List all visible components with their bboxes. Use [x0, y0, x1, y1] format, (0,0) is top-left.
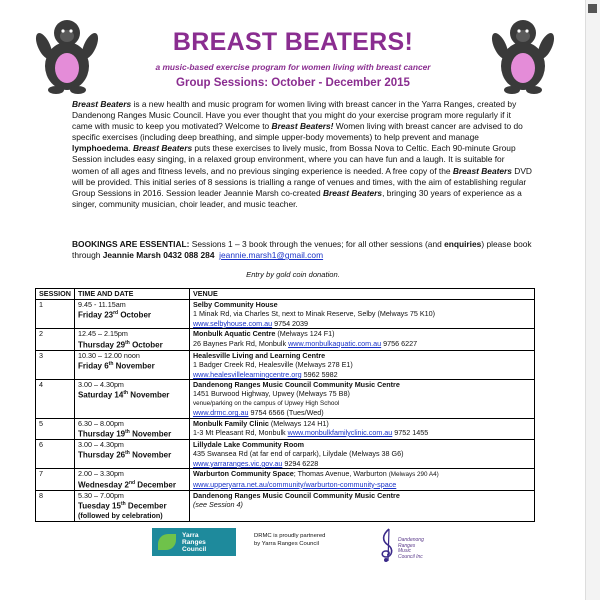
intro-text-run: is a new health and music program for women living with breast cancer in the Yarra Ranges, created by Dandenong Ranges Music Council. Have you ever thought that you might do your exercise program more regularly if it came with music to keep you motivated? Welcome to	[72, 99, 517, 132]
session-number: 3	[36, 350, 75, 379]
session-month: December	[135, 480, 176, 490]
session-day: Thursday 29	[77, 340, 126, 350]
session-number: 1	[36, 300, 75, 329]
date-suffix: th	[125, 428, 130, 435]
table-row	[36, 418, 535, 439]
session-venue	[189, 379, 534, 418]
session-day: Thursday 19	[77, 429, 126, 439]
date-suffix: nd	[128, 479, 136, 486]
session-month: November	[113, 361, 155, 371]
venue-extra-note: (see Session 4)	[192, 500, 243, 510]
session-venue	[189, 418, 534, 439]
bookings-label: BOOKINGS ARE ESSENTIAL:	[72, 239, 190, 249]
session-venue	[189, 490, 534, 521]
venue-name: Healesville Living and Learning Centre	[192, 350, 326, 360]
session-time-date	[74, 418, 189, 439]
session-date	[78, 389, 186, 400]
intro-text-run: Breast Beaters	[452, 165, 512, 176]
yrc-logo-text: Council	[182, 546, 207, 553]
intro-text-run: Women living with breast cancer are advised to do specific exercises (including deep breathing, and simple upper-body movements) to help prevent and manage	[72, 121, 523, 143]
session-month: October	[118, 311, 152, 321]
venue-address: 26 Baynes Park Rd, Monbulk	[192, 338, 289, 348]
table-row	[36, 379, 535, 418]
yrc-logo-text: Yarra	[182, 532, 199, 539]
date-suffix: th	[120, 501, 126, 508]
venue-name: Lillydale Lake Community Room	[192, 440, 304, 449]
session-number: 7	[36, 469, 75, 490]
yarra-ranges-leaf-icon	[158, 534, 176, 550]
intro-text-run: .	[128, 143, 133, 154]
session-venue	[189, 469, 534, 490]
session-date	[78, 479, 186, 490]
venue-note: (Melways 124 F1)	[275, 329, 335, 339]
page-title: BREAST BEATERS!	[172, 28, 414, 56]
session-time: 2.00 – 3.30pm	[77, 469, 124, 479]
treble-clef-icon	[378, 527, 398, 563]
venue-address: 435 Swansea Rd (at far end of carpark), Lilydale (Melways 38 G6)	[192, 449, 404, 459]
session-time: 6.30 – 8.00pm	[77, 418, 124, 428]
session-date	[78, 339, 186, 350]
venue-phone: 9754 2039	[272, 318, 309, 328]
bookings-text-2: ) please book through	[72, 239, 532, 261]
session-time: 12.45 – 2.15pm	[77, 329, 128, 339]
venue-phone: 5962 5982	[301, 369, 338, 379]
table-row	[36, 469, 535, 490]
intro-text-run: Breast Beaters!	[271, 121, 334, 132]
side-toolbar-strip	[585, 0, 600, 600]
sessions-heading: Group Sessions: October - December 2015	[176, 77, 410, 89]
session-time: 9.45 - 11.15am	[77, 300, 126, 309]
venue-address: 1451 Burwood Highway, Upwey (Melways 75 B8)	[192, 389, 350, 399]
drmc-logo-text: Council Inc	[398, 553, 423, 560]
intro-text-run: , bringing 30 years of experience as a singer, community musician, choir leader, and music teacher.	[72, 187, 522, 209]
bookings-text: Sessions 1 – 3 book through the venues; for all other sessions (and	[189, 239, 445, 249]
page-subtitle: a music-based exercise program for women living with breast cancer	[155, 62, 431, 72]
session-month: October	[129, 340, 163, 350]
drmc-logo	[378, 526, 448, 564]
partner-line: DRMC is proudly partnered	[254, 533, 326, 539]
session-time: 5.30 – 7.00pm	[77, 490, 124, 500]
intro-text-run: lymphoedema	[72, 143, 129, 154]
side-strip-text	[588, 22, 598, 162]
session-time-date	[74, 300, 189, 329]
venue-note: ; Thomas Avenue, Warburton	[293, 469, 389, 479]
intro-text-run: puts these exercises to lively music, from Bossa Nova to Celtic. Each 90-minute Group Session includes easy singing, in a relaxed group environment, where you can have fun and a laugh. It is suitable for women of all ages and fitness levels, and no previous singing experience is needed. A free copy of the	[72, 143, 516, 176]
session-number: 6	[36, 440, 75, 469]
date-suffix: rd	[113, 310, 119, 317]
session-time: 10.30 – 12.00 noon	[77, 350, 140, 360]
session-time-date	[74, 379, 189, 418]
booking-email-link[interactable]: jeannie.marsh1@gmail.com	[219, 250, 324, 261]
session-time: 3.00 – 4.30pm	[77, 379, 124, 389]
venue-website-link[interactable]: www.drmc.org.au	[192, 408, 249, 418]
venue-website-link[interactable]: www.monbulkaquatic.com.au	[288, 338, 382, 348]
session-venue	[189, 329, 534, 350]
session-day: Saturday 14	[77, 390, 124, 400]
session-time-date	[74, 469, 189, 490]
venue-note-small: (Melways 290 A4)	[388, 471, 439, 479]
header-session: SESSION	[36, 289, 75, 300]
toolbar-square-icon	[588, 4, 597, 13]
drmc-logo-text: Ranges	[398, 542, 416, 549]
session-venue	[189, 350, 534, 379]
partner-note	[254, 532, 350, 548]
footer-logos	[0, 524, 586, 564]
session-date	[78, 500, 186, 511]
session-day: Tuesday 15	[77, 501, 121, 511]
table-header-row	[36, 289, 535, 300]
session-month: November	[129, 451, 172, 461]
entry-note: Entry by gold coin donation.	[246, 270, 340, 279]
yrc-logo-text: Ranges	[182, 539, 206, 546]
drmc-logo-text: Music	[398, 548, 412, 555]
venue-phone: 9756 6227	[381, 338, 418, 348]
date-suffix: th	[125, 339, 130, 346]
venue-extra-note: venue/parking on the campus of Upwey High School	[192, 399, 340, 407]
session-number: 2	[36, 329, 75, 350]
date-suffix: th	[108, 361, 114, 368]
header-time-date: TIME AND DATE	[74, 289, 189, 300]
venue-website-link[interactable]: www.healesvillelearningcentre.org	[192, 369, 302, 379]
table-row	[36, 350, 535, 379]
intro-text-run: DVD will be provided. This initial series of 8 sessions is trialling a range of venues and times, with the aim of establishing regular Group Sessions in 2016. Session leader Jeannie Marsh co-created	[72, 165, 532, 198]
venue-website-link[interactable]: www.selbyhouse.com.au	[192, 318, 273, 328]
table-row	[36, 440, 535, 469]
date-suffix: th	[123, 390, 129, 397]
venue-name: Monbulk Aquatic Centre	[192, 329, 276, 339]
session-time-date	[74, 440, 189, 469]
venue-name: Warburton Community Space	[192, 469, 294, 479]
yarra-ranges-logo	[152, 528, 236, 556]
partner-line: by Yarra Ranges Council	[254, 541, 319, 547]
session-venue	[189, 440, 534, 469]
venue-name: Selby Community House	[192, 300, 278, 309]
session-month: December	[125, 501, 167, 511]
venue-note: (Melways 124 H1)	[268, 418, 329, 428]
table-row	[36, 490, 535, 521]
session-number: 8	[36, 490, 75, 521]
booking-contact: Jeannie Marsh 0432 088 284	[102, 250, 215, 261]
intro-text-run: Breast Beaters	[132, 143, 193, 154]
enquiries-label: enquiries	[444, 239, 482, 249]
date-suffix: th	[125, 450, 130, 457]
venue-name: Monbulk Family Clinic	[192, 418, 269, 428]
table-row	[36, 300, 535, 329]
intro-text-run: Breast Beaters	[72, 99, 132, 109]
session-date	[78, 449, 186, 460]
header-venue: VENUE	[189, 289, 534, 300]
table-row	[36, 329, 535, 350]
session-number: 4	[36, 379, 75, 418]
venue-website-link[interactable]: www.monbulkfamilyclinic.com.au	[287, 427, 393, 437]
venue-phone: 9752 1455	[392, 427, 429, 437]
session-time-date	[74, 350, 189, 379]
session-date	[78, 309, 186, 320]
session-day: Friday 23	[77, 311, 114, 321]
intro-text-run: Breast Beaters	[322, 187, 383, 198]
session-date	[78, 360, 186, 371]
session-day: Thursday 26	[77, 451, 126, 461]
session-day: Friday 6	[77, 361, 109, 371]
venue-address: 1-3 Mt Pleasant Rd, Monbulk	[192, 427, 288, 437]
venue-phone: 9294 6228	[282, 458, 319, 468]
session-month: November	[129, 429, 172, 439]
session-venue	[189, 300, 534, 329]
session-time-date	[74, 490, 189, 521]
bookings-paragraph	[72, 239, 532, 261]
session-time: 3.00 – 4.30pm	[77, 440, 124, 449]
schedule-table	[35, 288, 535, 522]
session-day: Wednesday 2	[77, 480, 129, 490]
venue-website-link[interactable]: www.upperyarra.net.au/community/warburton-community-space	[192, 479, 397, 489]
venue-address: 1 Minak Rd, via Charles St, next to Minak Reserve, Selby (Melways 75 K10)	[192, 309, 436, 319]
venue-name: Dandenong Ranges Music Council Community Music Centre	[192, 490, 400, 500]
session-time-note: (followed by celebration)	[77, 511, 163, 521]
venue-website-link[interactable]: www.yarraranges.vic.gov.au	[192, 458, 283, 468]
session-date	[78, 428, 186, 439]
venue-phone: 9754 6566 (Tues/Wed)	[248, 408, 324, 418]
intro-paragraph	[72, 99, 532, 210]
venue-name: Dandenong Ranges Music Council Community Music Centre	[192, 379, 400, 389]
venue-address: 1 Badger Creek Rd, Healesville (Melways 278 E1)	[192, 360, 353, 370]
drmc-logo-text: Dandenong	[398, 537, 424, 543]
session-month: November	[128, 390, 170, 400]
session-number: 5	[36, 418, 75, 439]
session-time-date	[74, 329, 189, 350]
